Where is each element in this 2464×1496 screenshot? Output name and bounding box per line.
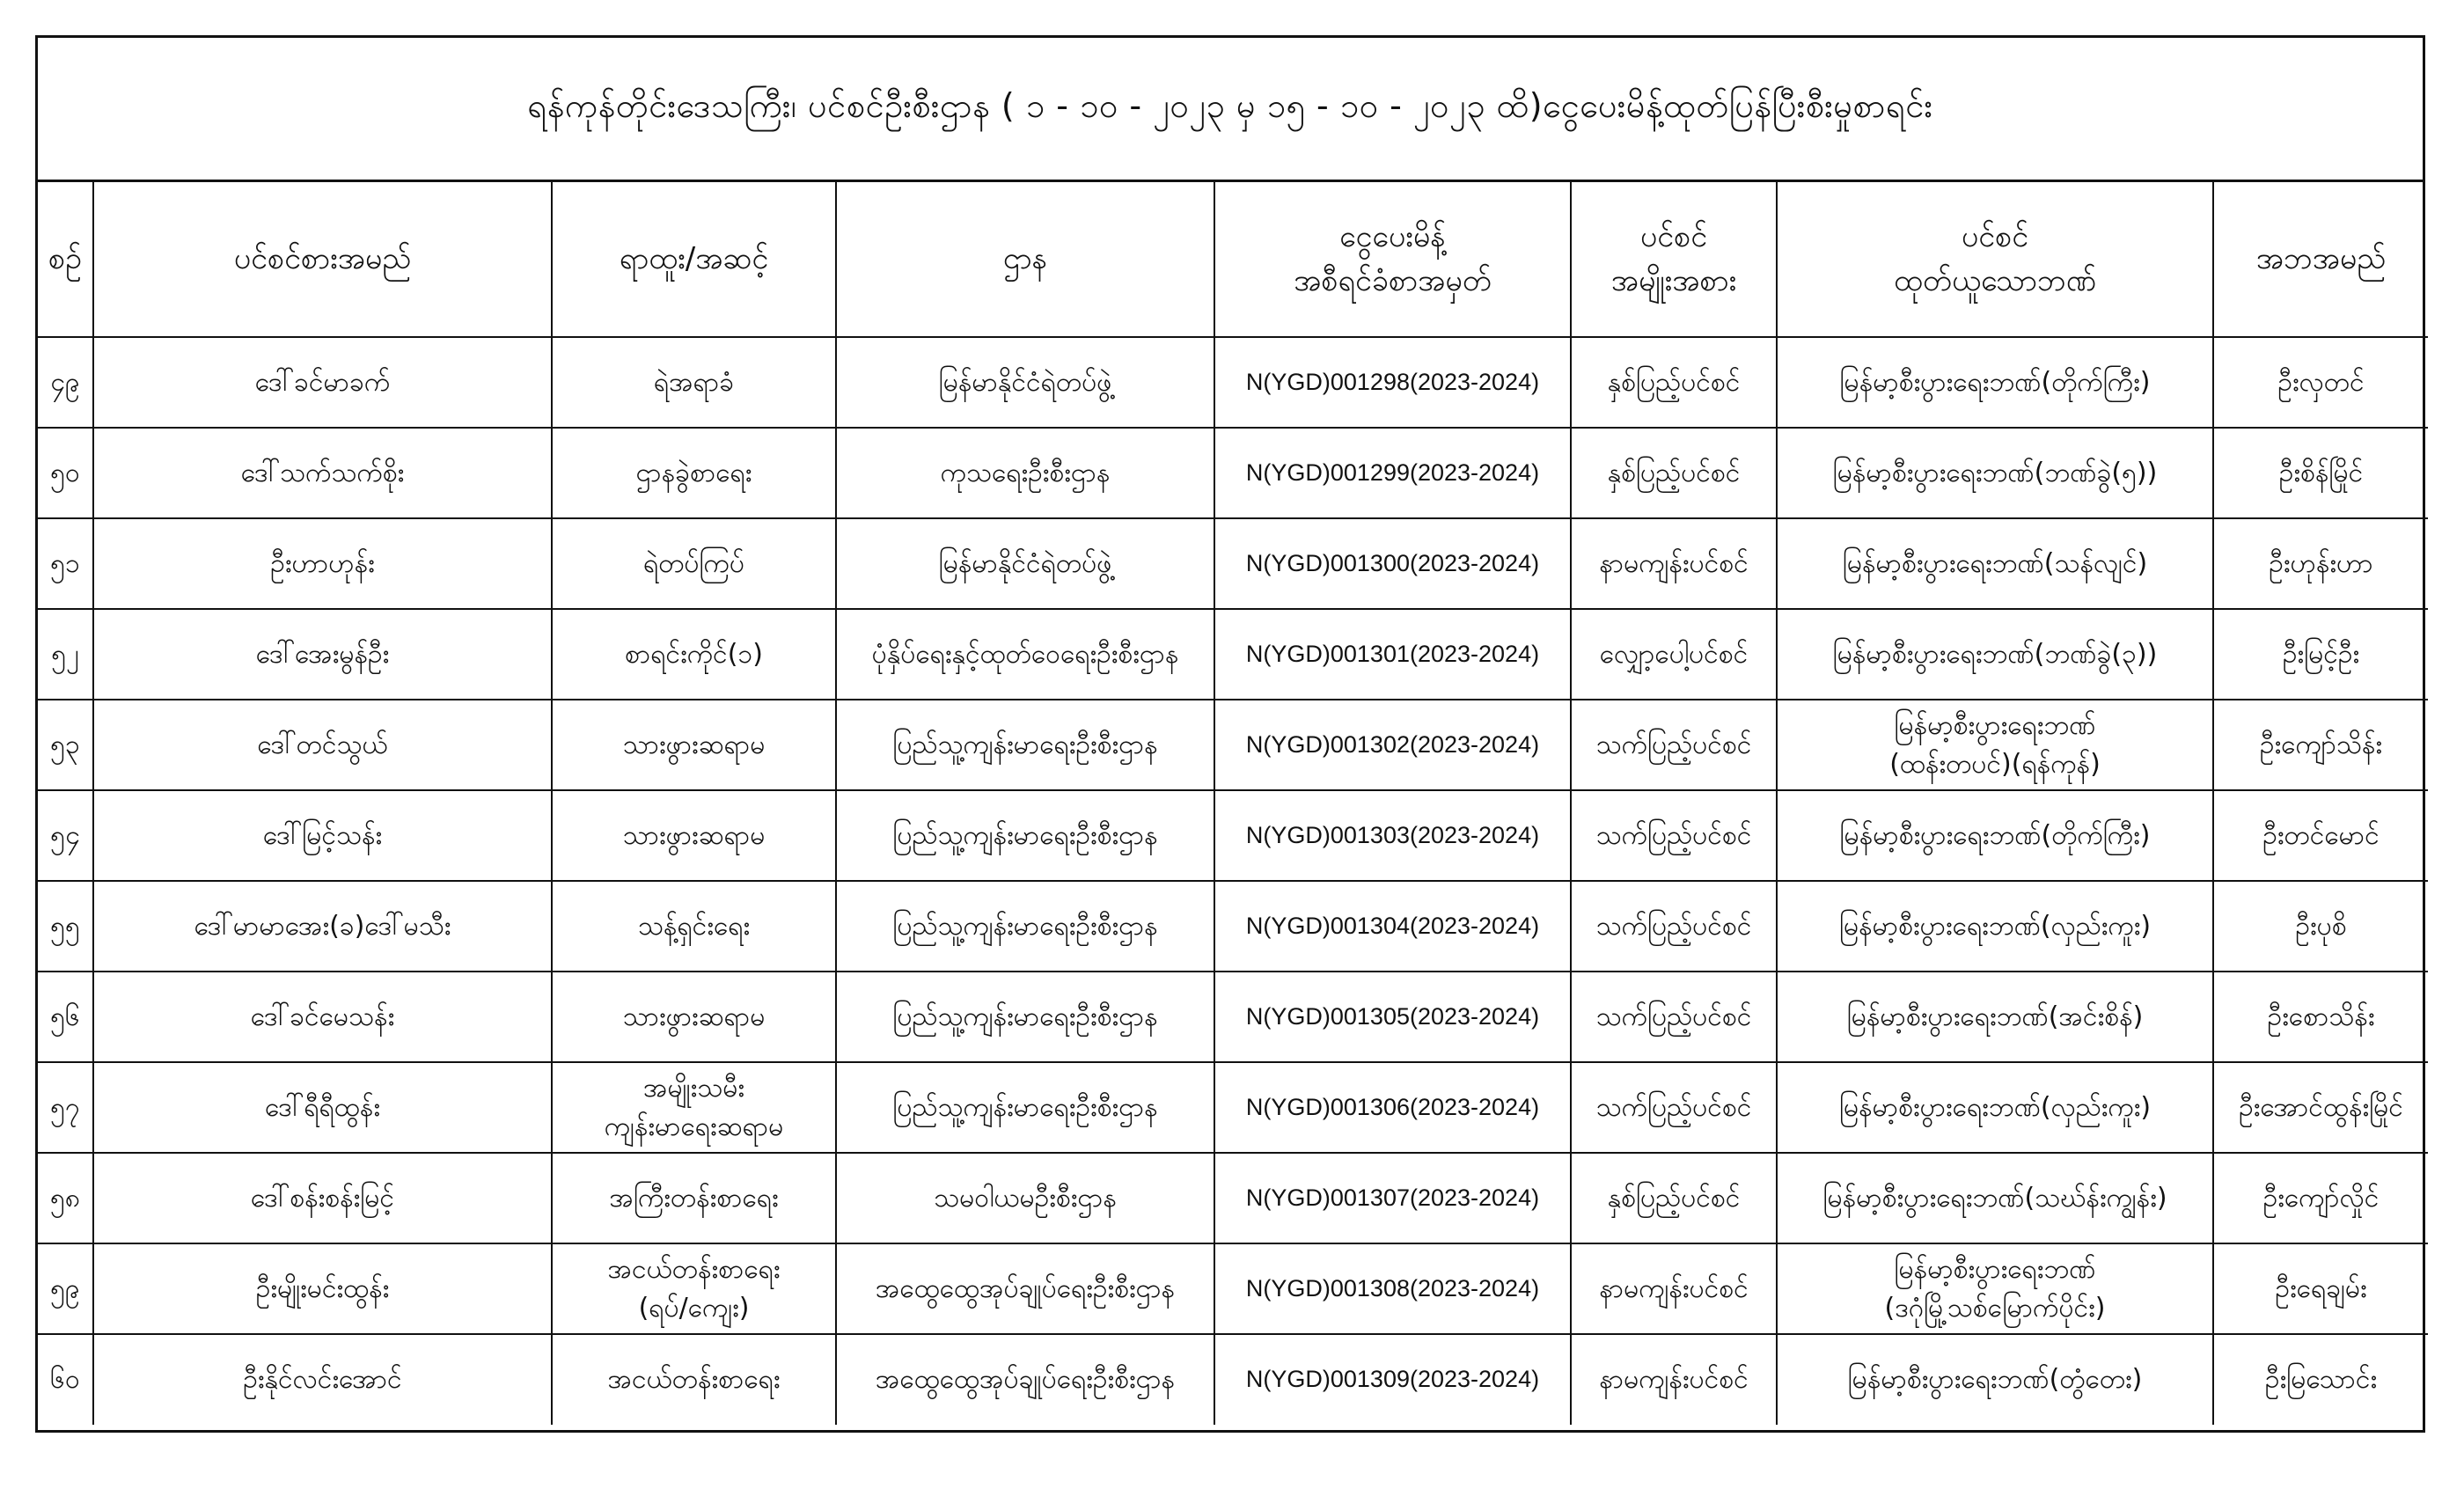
cell-rank-line: သားဖွားဆရာမ xyxy=(622,729,766,760)
cell-bank-line: မြန်မာ့စီးပွားရေးဘဏ်(ဘဏ်ခွဲ(၅)) xyxy=(1832,457,2158,488)
pension-table xyxy=(38,182,2428,1425)
cell-rank-line: ဌာနခွဲစာရေး xyxy=(635,457,752,488)
cell-rank xyxy=(552,428,836,518)
cell-bank xyxy=(1777,609,2213,700)
cell-department: ပြည်သူ့ကျန်းမာရေးဦးစီးဌာန xyxy=(836,1062,1214,1153)
report-title-row xyxy=(38,38,2423,182)
cell-father-name: ဦးအောင်ထွန်းမြိုင် xyxy=(2213,1062,2428,1153)
cell-bank xyxy=(1777,972,2213,1062)
cell-department: အထွေထွေအုပ်ချုပ်ရေးဦးစီးဌာန xyxy=(836,1334,1214,1425)
cell-serial-no: ၅၀ xyxy=(38,428,93,518)
cell-pension-type: နှစ်ပြည့်ပင်စင် xyxy=(1571,337,1777,428)
cell-bank-line: မြန်မာ့စီးပွားရေးဘဏ်(သဃ်န်းကျွန်း) xyxy=(1822,1182,2167,1214)
cell-serial-no: ၅၁ xyxy=(38,518,93,609)
table-row xyxy=(38,1062,2428,1153)
cell-bank-line: မြန်မာ့စီးပွားရေးဘဏ်(လှည်းကူး) xyxy=(1838,1091,2152,1123)
cell-pensioner-name: ဒေါ်တင်သွယ် xyxy=(93,700,552,790)
cell-serial-no: ၅၅ xyxy=(38,881,93,972)
cell-bank xyxy=(1777,790,2213,881)
cell-father-name: ဦးစိန်မြိုင် xyxy=(2213,428,2428,518)
cell-father-name: ဦးမြင့်ဦး xyxy=(2213,609,2428,700)
table-row xyxy=(38,609,2428,700)
cell-order-number: N(YGD)001300(2023-2024) xyxy=(1214,518,1571,609)
cell-bank xyxy=(1777,1153,2213,1243)
cell-serial-no: ၅၇ xyxy=(38,1062,93,1153)
cell-order-number: N(YGD)001308(2023-2024) xyxy=(1214,1243,1571,1334)
cell-rank xyxy=(552,1153,836,1243)
cell-bank-line: (ဒဂုံမြို့သစ်မြောက်ပိုင်း) xyxy=(1884,1292,2106,1324)
cell-pensioner-name: ဒေါ်မာမာအေး(ခ)ဒေါ်မသီး xyxy=(93,881,552,972)
table-row xyxy=(38,1153,2428,1243)
table-body xyxy=(38,337,2428,1425)
cell-rank-line: သားဖွားဆရာမ xyxy=(622,1001,766,1032)
cell-rank-line: အကြီးတန်းစာရေး xyxy=(609,1182,779,1214)
cell-bank xyxy=(1777,1062,2213,1153)
header-type-line1: ပင်စင် xyxy=(1639,219,1708,255)
cell-bank-line: မြန်မာ့စီးပွားရေးဘဏ်(ဘဏ်ခွဲ(၃)) xyxy=(1832,638,2158,670)
cell-rank-line: အမျိုးသမီး xyxy=(642,1073,745,1104)
cell-serial-no: ၅၈ xyxy=(38,1153,93,1243)
cell-father-name: ဦးပုစိ xyxy=(2213,881,2428,972)
cell-pension-type: နာမကျန်းပင်စင် xyxy=(1571,1334,1777,1425)
cell-bank-line: မြန်မာ့စီးပွားရေးဘဏ်(အင်းစိန်) xyxy=(1846,1001,2144,1032)
cell-pension-type: လျှော့ပေါ့ပင်စင် xyxy=(1571,609,1777,700)
table-row xyxy=(38,1243,2428,1334)
table-row xyxy=(38,1334,2428,1425)
cell-rank-line: ကျန်းမာရေးဆရာမ xyxy=(604,1111,784,1142)
cell-serial-no: ၅၄ xyxy=(38,790,93,881)
header-order-number xyxy=(1214,182,1571,337)
cell-pensioner-name: ဒေါ်သက်သက်စိုး xyxy=(93,428,552,518)
cell-pension-type: နာမကျန်းပင်စင် xyxy=(1571,518,1777,609)
header-name: ပင်စင်စားအမည် xyxy=(93,182,552,337)
cell-department: ပြည်သူ့ကျန်းမာရေးဦးစီးဌာန xyxy=(836,881,1214,972)
cell-rank xyxy=(552,700,836,790)
table-row xyxy=(38,337,2428,428)
cell-order-number: N(YGD)001299(2023-2024) xyxy=(1214,428,1571,518)
cell-pensioner-name: ဒေါ်ခင်မေသန်း xyxy=(93,972,552,1062)
header-no: စဉ် xyxy=(38,182,93,337)
cell-bank-line: မြန်မာ့စီးပွားရေးဘဏ်(လှည်းကူး) xyxy=(1838,910,2152,942)
cell-serial-no: ၆၀ xyxy=(38,1334,93,1425)
cell-serial-no: ၄၉ xyxy=(38,337,93,428)
cell-bank-line: မြန်မာ့စီးပွားရေးဘဏ်(တွံတေး) xyxy=(1847,1364,2143,1396)
cell-pension-type: နာမကျန်းပင်စင် xyxy=(1571,1243,1777,1334)
header-department: ဌာန xyxy=(836,182,1214,337)
header-row xyxy=(38,182,2428,337)
cell-rank xyxy=(552,1334,836,1425)
cell-order-number: N(YGD)001298(2023-2024) xyxy=(1214,337,1571,428)
report-title: ရန်ကုန်တိုင်းဒေသကြီး၊ ပင်စင်ဦးစီးဌာန ( ၁ - ၁၀ - ၂၀၂၃ မှ ၁၅ - ၁၀ - ၂၀၂၃ ထိ)ငွေပေးမိန့်ထုတ်ပြန်ပြီးစီးမှုစာရင်း xyxy=(527,85,1933,125)
cell-bank xyxy=(1777,1243,2213,1334)
cell-bank xyxy=(1777,337,2213,428)
header-bank-line2: ထုတ်ယူသောဘဏ် xyxy=(1894,262,2096,298)
cell-bank-line: မြန်မာ့စီးပွားရေးဘဏ် xyxy=(1894,1254,2096,1285)
cell-serial-no: ၅၆ xyxy=(38,972,93,1062)
header-bank xyxy=(1777,182,2213,337)
cell-serial-no: ၅၉ xyxy=(38,1243,93,1334)
cell-pension-type: သက်ပြည့်ပင်စင် xyxy=(1571,700,1777,790)
cell-bank xyxy=(1777,1334,2213,1425)
cell-pension-type: သက်ပြည့်ပင်စင် xyxy=(1571,1062,1777,1153)
header-pension-type xyxy=(1571,182,1777,337)
cell-pension-type: နှစ်ပြည့်ပင်စင် xyxy=(1571,428,1777,518)
cell-rank-line: သန့်ရှင်းရေး xyxy=(637,910,751,942)
cell-department: အထွေထွေအုပ်ချုပ်ရေးဦးစီးဌာန xyxy=(836,1243,1214,1334)
cell-rank xyxy=(552,518,836,609)
cell-rank xyxy=(552,609,836,700)
table-row xyxy=(38,518,2428,609)
cell-order-number: N(YGD)001302(2023-2024) xyxy=(1214,700,1571,790)
cell-rank-line: စာရင်းကိုင်(၁) xyxy=(625,638,763,670)
cell-department: ပြည်သူ့ကျန်းမာရေးဦးစီးဌာန xyxy=(836,790,1214,881)
cell-bank-line: မြန်မာ့စီးပွားရေးဘဏ်(တိုက်ကြီး) xyxy=(1839,366,2151,398)
cell-order-number: N(YGD)001301(2023-2024) xyxy=(1214,609,1571,700)
table-row xyxy=(38,700,2428,790)
cell-pensioner-name: ဒေါ်ရီရီထွန်း xyxy=(93,1062,552,1153)
cell-rank-line: ရဲအရာခံ xyxy=(653,366,735,398)
cell-father-name: ဦးတင်မောင် xyxy=(2213,790,2428,881)
cell-father-name: ဦးရေချမ်း xyxy=(2213,1243,2428,1334)
cell-father-name: ဦးကျော်သိန်း xyxy=(2213,700,2428,790)
cell-pensioner-name: ဒေါ်အေးမွန်ဦး xyxy=(93,609,552,700)
cell-father-name: ဦးဟုန်းဟာ xyxy=(2213,518,2428,609)
cell-department: သမဝါယမဦးစီးဌာန xyxy=(836,1153,1214,1243)
cell-rank-line: အငယ်တန်းစာရေး xyxy=(607,1364,781,1396)
cell-rank xyxy=(552,1062,836,1153)
cell-bank-line: မြန်မာ့စီးပွားရေးဘဏ် xyxy=(1894,710,2096,741)
cell-pensioner-name: ဦးနိုင်လင်းအောင် xyxy=(93,1334,552,1425)
cell-pension-type: သက်ပြည့်ပင်စင် xyxy=(1571,790,1777,881)
cell-order-number: N(YGD)001304(2023-2024) xyxy=(1214,881,1571,972)
cell-bank-line: မြန်မာ့စီးပွားရေးဘဏ်(တိုက်ကြီး) xyxy=(1839,819,2151,851)
header-order-line2: အစီရင်ခံစာအမှတ် xyxy=(1294,262,1492,298)
cell-department: ပြည်သူ့ကျန်းမာရေးဦးစီးဌာန xyxy=(836,700,1214,790)
cell-order-number: N(YGD)001307(2023-2024) xyxy=(1214,1153,1571,1243)
cell-department: ပြည်သူ့ကျန်းမာရေးဦးစီးဌာန xyxy=(836,972,1214,1062)
cell-order-number: N(YGD)001306(2023-2024) xyxy=(1214,1062,1571,1153)
cell-bank xyxy=(1777,881,2213,972)
cell-pensioner-name: ဦးမျိုးမင်းထွန်း xyxy=(93,1243,552,1334)
cell-rank xyxy=(552,1243,836,1334)
header-father-name: အဘအမည် xyxy=(2213,182,2428,337)
cell-rank xyxy=(552,337,836,428)
cell-father-name: ဦးစောသိန်း xyxy=(2213,972,2428,1062)
cell-rank-line: သားဖွားဆရာမ xyxy=(622,819,766,851)
cell-father-name: ဦးလှတင် xyxy=(2213,337,2428,428)
cell-bank-line: (ထန်းတပင်)(ရန်ကုန်) xyxy=(1889,748,2101,780)
table-row xyxy=(38,428,2428,518)
cell-pension-type: သက်ပြည့်ပင်စင် xyxy=(1571,972,1777,1062)
pension-report-sheet xyxy=(35,35,2425,1433)
cell-pensioner-name: ဒေါ်ခင်မာခက် xyxy=(93,337,552,428)
cell-rank xyxy=(552,972,836,1062)
cell-serial-no: ၅၃ xyxy=(38,700,93,790)
header-rank: ရာထူး/အဆင့် xyxy=(552,182,836,337)
cell-order-number: N(YGD)001309(2023-2024) xyxy=(1214,1334,1571,1425)
header-bank-line1: ပင်စင် xyxy=(1961,219,2029,255)
cell-pensioner-name: ဒေါ်မြင့်သန်း xyxy=(93,790,552,881)
cell-pensioner-name: ဦးဟာဟုန်း xyxy=(93,518,552,609)
header-order-line1: ငွေပေးမိန့် xyxy=(1339,219,1446,255)
table-row xyxy=(38,881,2428,972)
header-type-line2: အမျိုးအစား xyxy=(1610,262,1737,298)
cell-order-number: N(YGD)001303(2023-2024) xyxy=(1214,790,1571,881)
cell-father-name: ဦးကျော်လှိုင် xyxy=(2213,1153,2428,1243)
cell-pension-type: သက်ပြည့်ပင်စင် xyxy=(1571,881,1777,972)
cell-rank-line: ရဲတပ်ကြပ် xyxy=(642,547,745,579)
cell-department: ကုသရေးဦးစီးဌာန xyxy=(836,428,1214,518)
cell-department: မြန်မာနိုင်ငံရဲတပ်ဖွဲ့ xyxy=(836,518,1214,609)
cell-department: မြန်မာနိုင်ငံရဲတပ်ဖွဲ့ xyxy=(836,337,1214,428)
cell-pension-type: နှစ်ပြည့်ပင်စင် xyxy=(1571,1153,1777,1243)
cell-order-number: N(YGD)001305(2023-2024) xyxy=(1214,972,1571,1062)
cell-father-name: ဦးမြသောင်း xyxy=(2213,1334,2428,1425)
cell-bank xyxy=(1777,700,2213,790)
cell-pensioner-name: ဒေါ်စန်းစန်းမြင့် xyxy=(93,1153,552,1243)
cell-rank xyxy=(552,790,836,881)
table-row xyxy=(38,790,2428,881)
cell-rank-line: အငယ်တန်းစာရေး xyxy=(607,1254,781,1285)
cell-bank-line: မြန်မာ့စီးပွားရေးဘဏ်(သန်လျင်) xyxy=(1842,547,2148,579)
table-row xyxy=(38,972,2428,1062)
cell-serial-no: ၅၂ xyxy=(38,609,93,700)
cell-department: ပုံနှိပ်ရေးနှင့်ထုတ်ဝေရေးဦးစီးဌာန xyxy=(836,609,1214,700)
cell-rank xyxy=(552,881,836,972)
cell-rank-line: (ရပ်/ကျေး) xyxy=(638,1292,750,1324)
cell-bank xyxy=(1777,518,2213,609)
cell-bank xyxy=(1777,428,2213,518)
